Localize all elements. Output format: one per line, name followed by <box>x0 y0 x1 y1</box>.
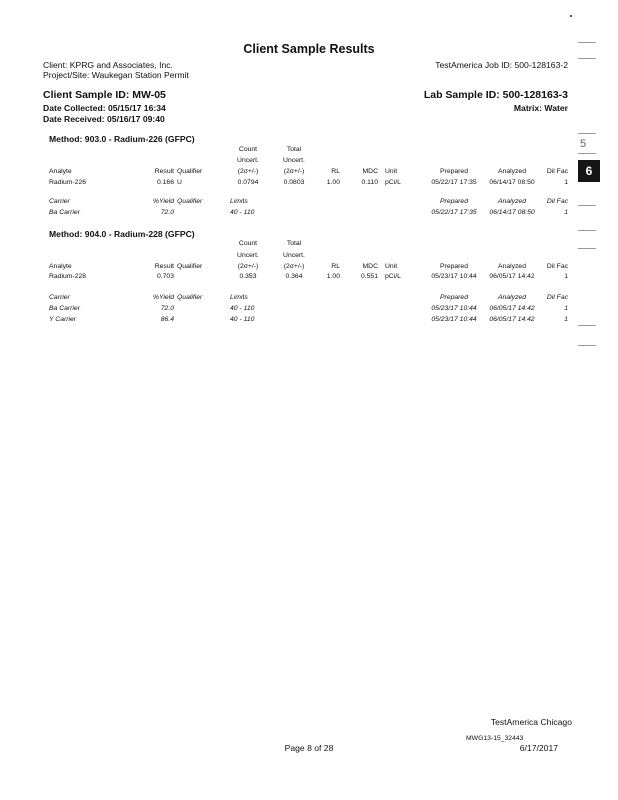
col-qualifier: Qualifier <box>177 168 203 175</box>
carrier-yield: 72.0 <box>160 305 174 312</box>
col-total-mid: Uncert. <box>283 157 305 164</box>
col-prepared: Prepared <box>440 168 468 175</box>
row-result: 0.166 <box>156 179 174 186</box>
col-count-top: Count <box>238 146 258 153</box>
row-dil: 1 <box>564 273 568 280</box>
footer-lab-name: TestAmerica Chicago <box>490 717 572 727</box>
col-total-sigma: (2σ+/-) <box>283 168 305 175</box>
tab-marker <box>578 58 596 59</box>
carrier-yield: 86.4 <box>160 316 174 323</box>
col-rl: RL <box>331 263 340 270</box>
col-result: Result <box>154 263 174 270</box>
client-name: Client: KPRG and Associates, Inc. <box>43 60 173 70</box>
row-prepared: 05/23/17 10:44 <box>431 273 477 280</box>
tab-marker <box>578 133 596 134</box>
col-mdc: MDC <box>362 168 378 175</box>
tab-marker <box>578 325 596 326</box>
tab-marker <box>578 248 596 249</box>
row-result: 0.703 <box>156 273 174 280</box>
col-carrier-qualifier: Qualifier <box>177 294 203 301</box>
tab-marker <box>578 205 596 206</box>
date-collected: Date Collected: 05/15/17 16:34 <box>43 103 166 113</box>
carrier-prepared: 05/23/17 10:44 <box>431 316 477 323</box>
col-mdc: MDC <box>362 263 378 270</box>
carrier-prepared: 05/22/17 17:35 <box>431 209 477 216</box>
tab-marker <box>578 153 596 154</box>
lab-sample-id: Lab Sample ID: 500-128163-3 <box>423 89 568 101</box>
col-carrier-analyzed: Analyzed <box>498 294 526 301</box>
carrier-prepared: 05/23/17 10:44 <box>431 305 477 312</box>
carrier-name: Ba Carrier <box>49 209 80 216</box>
row-rl: 1.00 <box>326 273 340 280</box>
row-count-uncert: 0.0794 <box>237 179 259 186</box>
carrier-analyzed: 06/14/17 08:50 <box>489 209 535 216</box>
carrier-analyzed: 06/05/17 14:42 <box>489 316 535 323</box>
col-unit: Unit <box>385 263 398 270</box>
col-carrier-prepared: Prepared <box>440 198 468 205</box>
row-count-uncert: 0.353 <box>239 273 257 280</box>
col-yield: %Yield <box>152 294 174 301</box>
carrier-analyzed: 06/05/17 14:42 <box>489 305 535 312</box>
matrix: Matrix: Water <box>513 103 568 113</box>
col-qualifier: Qualifier <box>177 263 203 270</box>
document-code: MWG13-15_32443 <box>466 735 524 742</box>
row-rl: 1.00 <box>326 179 340 186</box>
col-count-mid: Uncert. <box>237 157 259 164</box>
col-analyzed: Analyzed <box>498 263 526 270</box>
col-analyzed: Analyzed <box>498 168 526 175</box>
row-prepared: 05/22/17 17:35 <box>431 179 477 186</box>
row-unit: pCi/L <box>385 179 401 186</box>
section-tab-6: 6 <box>578 160 600 182</box>
client-sample-id: Client Sample ID: MW-05 <box>43 89 166 101</box>
col-count-top: Count <box>238 240 258 247</box>
carrier-limits: 40 - 110 <box>230 316 255 323</box>
tab-marker <box>578 230 596 231</box>
row-analyte: Radium-226 <box>49 179 87 186</box>
section-tab-5: 5 <box>580 138 587 150</box>
carrier-dil: 1 <box>564 316 568 323</box>
col-count-sigma: (2σ+/-) <box>237 263 259 270</box>
col-analyte: Analyte <box>49 168 72 175</box>
page-number: Page 8 of 28 <box>284 743 334 753</box>
method-title: Method: 903.0 - Radium-226 (GFPC) <box>49 134 195 144</box>
date-received: Date Received: 05/16/17 09:40 <box>43 114 165 124</box>
col-total-mid: Uncert. <box>283 252 305 259</box>
carrier-limits: 40 - 110 <box>230 305 255 312</box>
col-yield: %Yield <box>152 198 174 205</box>
col-dil: Dil Fac <box>546 263 568 270</box>
col-total-top: Total <box>286 146 302 153</box>
carrier-name: Ba Carrier <box>49 305 80 312</box>
carrier-dil: 1 <box>564 305 568 312</box>
col-total-sigma: (2σ+/-) <box>283 263 305 270</box>
col-total-top: Total <box>286 240 302 247</box>
col-rl: RL <box>331 168 340 175</box>
row-analyzed: 06/05/17 14:42 <box>489 273 535 280</box>
col-carrier-analyzed: Analyzed <box>498 198 526 205</box>
col-carrier-qualifier: Qualifier <box>177 198 203 205</box>
carrier-limits: 40 - 110 <box>230 209 255 216</box>
col-limits: Limits <box>230 198 248 205</box>
project-site: Project/Site: Waukegan Station Permit <box>43 70 189 80</box>
row-qualifier: U <box>177 179 182 186</box>
col-result: Result <box>154 168 174 175</box>
col-carrier-dil: Dil Fac <box>546 294 568 301</box>
col-limits: Limits <box>230 294 248 301</box>
carrier-dil: 1 <box>564 209 568 216</box>
col-analyte: Analyte <box>49 263 72 270</box>
col-dil: Dil Fac <box>546 168 568 175</box>
col-count-mid: Uncert. <box>237 252 259 259</box>
row-analyzed: 06/14/17 08:50 <box>489 179 535 186</box>
page-title: Client Sample Results <box>243 42 375 56</box>
col-carrier-dil: Dil Fac <box>546 198 568 205</box>
col-carrier-prepared: Prepared <box>440 294 468 301</box>
scan-dot <box>570 15 572 17</box>
method-title: Method: 904.0 - Radium-228 (GFPC) <box>49 229 195 239</box>
row-total-uncert: 0.364 <box>285 273 303 280</box>
tab-marker <box>578 345 596 346</box>
col-carrier: Carrier <box>49 198 70 205</box>
row-total-uncert: 0.0803 <box>283 179 305 186</box>
col-count-sigma: (2σ+/-) <box>237 168 259 175</box>
row-mdc: 0.551 <box>360 273 378 280</box>
col-prepared: Prepared <box>440 263 468 270</box>
row-analyte: Radium-228 <box>49 273 87 280</box>
col-unit: Unit <box>385 168 398 175</box>
row-unit: pCi/L <box>385 273 401 280</box>
row-dil: 1 <box>564 179 568 186</box>
col-carrier: Carrier <box>49 294 70 301</box>
tab-marker <box>578 42 596 43</box>
job-id: TestAmerica Job ID: 500-128163-2 <box>435 60 568 70</box>
report-date: 6/17/2017 <box>519 743 558 753</box>
carrier-name: Y Carrier <box>49 316 77 323</box>
row-mdc: 0.110 <box>361 179 378 186</box>
carrier-yield: 72.0 <box>160 209 174 216</box>
